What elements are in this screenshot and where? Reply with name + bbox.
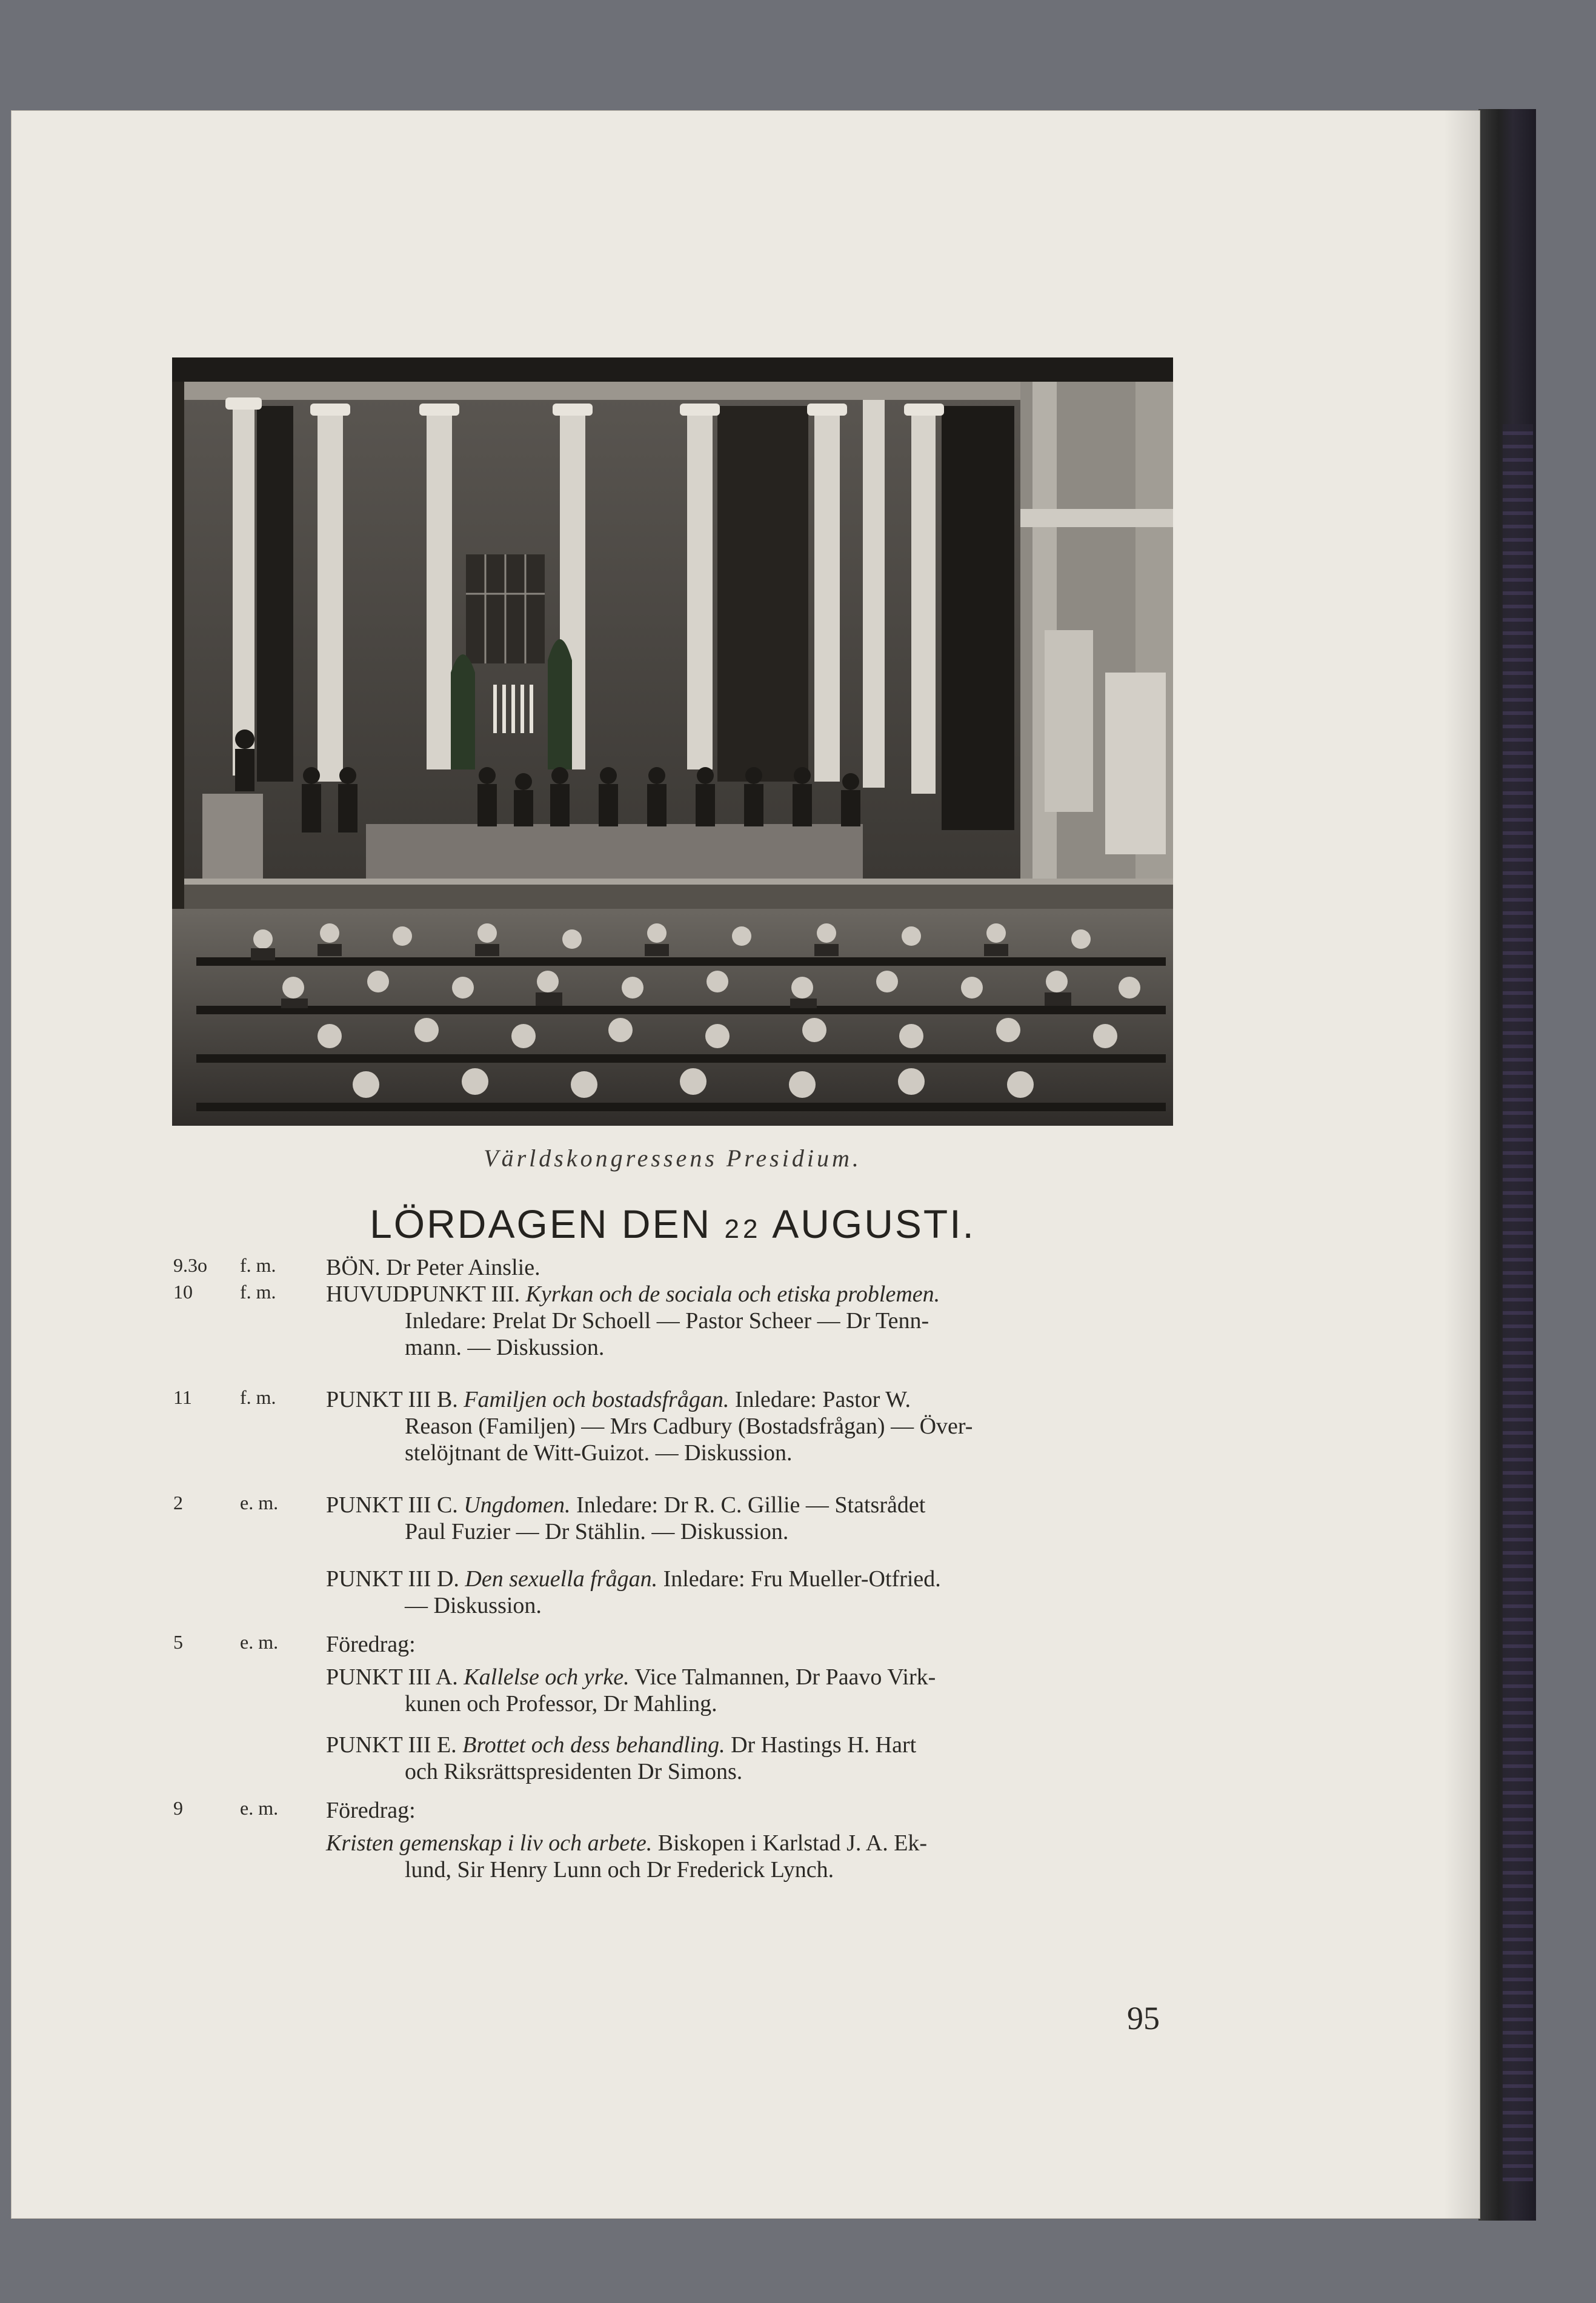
entry-line: kunen och Professor, Dr Mahling. [405,1691,717,1716]
entry-title: Brottet och dess behandling. [462,1732,725,1758]
entry-body [326,1386,1180,1466]
book-edge-pattern [1503,424,1533,2181]
entry-rest: Inledare: Dr R. C. Gillie — Statsrådet [576,1492,926,1518]
entry-line [326,1281,1180,1308]
entry-label: PUNKT III C. [326,1492,458,1518]
page-number: 95 [1127,2000,1160,2036]
entry-body [326,1281,1180,1361]
entry-label: PUNKT III E. [326,1732,457,1758]
book-page [11,110,1480,2219]
entry-title: Kristen gemenskap i liv och arbete. [326,1830,653,1856]
entry-line: Föredrag: [326,1798,416,1823]
entry-line: och Riksrättspresidenten Dr Simons. [405,1759,743,1784]
entry-title: Kallelse och yrke. [464,1664,630,1690]
entry-body [326,1664,1180,1717]
heading-date-number: 22 [724,1214,762,1244]
entry-time: 9.3o [173,1254,207,1276]
heading-prefix: LÖRDAGEN DEN [370,1201,712,1246]
entry-line: Inledare: Prelat Dr Schoell — Pastor Scheer — Dr Tenn- [405,1308,929,1334]
entry-meridiem: f. m. [240,1254,276,1276]
entry-rest: Dr Hastings H. Hart [731,1732,917,1758]
entry-label: PUNKT III B. [326,1387,458,1412]
entry-body [326,1492,1180,1545]
entry-label: PUNKT III A. [326,1664,458,1690]
entry-line [326,1386,1180,1413]
entry-title: Kyrkan och de sociala och etiska problemen. [525,1281,940,1307]
entry-title: Ungdomen. [464,1492,571,1518]
entry-body [326,1566,1180,1619]
entry-body [326,1830,1180,1883]
entry-meridiem: f. m. [240,1386,276,1408]
entry-time: 5 [173,1631,183,1653]
entry-rest: Inledare: Fru Mueller-Otfried. [663,1566,941,1592]
entry-line: Reason (Familjen) — Mrs Cadbury (Bostadsfrågan) — Över- [405,1414,973,1439]
entry-body [326,1732,1180,1785]
entry-meridiem: e. m. [240,1492,279,1514]
entry-title: Familjen och bostadsfrågan. [464,1387,730,1412]
entry-line: BÖN. Dr Peter Ainslie. [326,1255,540,1280]
entry-time: 2 [173,1492,183,1514]
entry-line [326,1732,1180,1758]
entry-rest: Inledare: Pastor W. [734,1387,911,1412]
entry-label: HUVUDPUNKT III. [326,1281,520,1307]
program-schedule [11,110,1480,2219]
entry-label: PUNKT III D. [326,1566,459,1592]
entry-line [326,1566,1180,1592]
entry-body [326,1797,1180,1824]
entry-meridiem: f. m. [240,1281,276,1303]
photo-caption: Världskongressens Presidium. [484,1145,862,1172]
entry-line [326,1492,1180,1518]
entry-time: 10 [173,1281,193,1303]
entry-line: stelöjtnant de Witt-Guizot. — Diskussion. [405,1440,793,1466]
entry-rest: Vice Talmannen, Dr Paavo Virk- [634,1664,936,1690]
entry-line [326,1830,1180,1856]
entry-line: Paul Fuzier — Dr Stählin. — Diskussion. [405,1519,789,1544]
entry-line: Föredrag: [326,1632,416,1657]
entry-line [326,1664,1180,1690]
heading-suffix: AUGUSTI. [772,1201,976,1246]
entry-line: — Diskussion. [405,1593,542,1618]
entry-body [326,1631,1180,1658]
entry-line: mann. — Diskussion. [405,1335,605,1360]
entry-line: lund, Sir Henry Lunn och Dr Frederick Lynch. [405,1857,834,1883]
entry-meridiem: e. m. [240,1631,279,1653]
entry-title: Den sexuella frågan. [465,1566,658,1592]
entry-time: 9 [173,1797,183,1819]
entry-body [326,1254,1180,1281]
entry-rest: Biskopen i Karlstad J. A. Ek- [657,1830,928,1856]
entry-time: 11 [173,1386,192,1408]
entry-meridiem: e. m. [240,1797,279,1819]
